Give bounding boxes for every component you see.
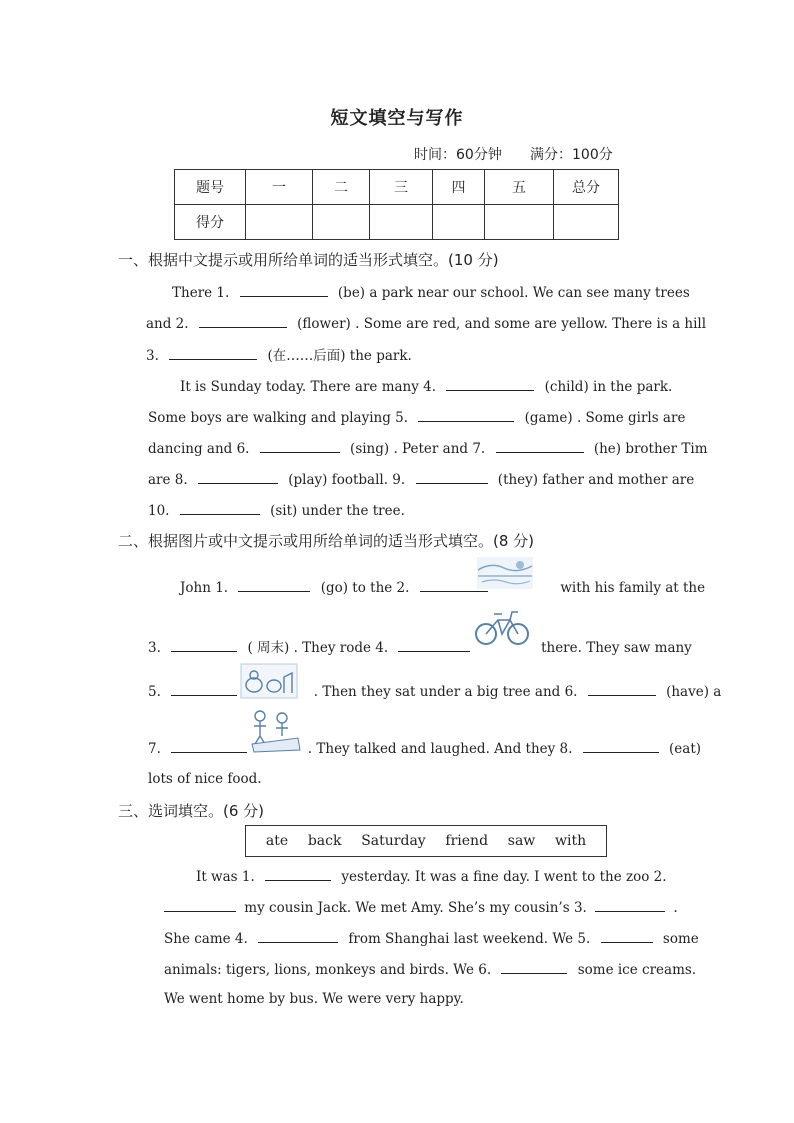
answer-blank[interactable]	[418, 407, 514, 422]
word-bank	[245, 825, 607, 857]
text-segment: with his family at the	[560, 580, 706, 596]
answer-blank[interactable]	[601, 928, 653, 943]
text-segment: 3.	[148, 640, 161, 656]
text-segment: (sing) . Peter and 7.	[350, 441, 486, 457]
text-segment: (game) . Some girls are	[524, 410, 686, 426]
text-segment: It is Sunday today. There are many 4.	[180, 379, 437, 395]
word-bank-item: saw	[507, 833, 536, 849]
score-cell[interactable]	[246, 205, 313, 240]
score-header-cell: 题号	[175, 170, 246, 205]
text-line	[172, 282, 690, 301]
score-header-cell: 二	[313, 170, 370, 205]
word-bank-item: ate	[265, 833, 289, 849]
score-cell[interactable]	[370, 205, 433, 240]
text-line	[148, 407, 685, 426]
text-line	[164, 959, 696, 978]
answer-blank[interactable]	[583, 738, 659, 753]
answer-blank[interactable]	[169, 345, 257, 360]
word-bank-item: friend	[445, 833, 489, 849]
text-segment: yesterday. It was a fine day. I went to the zoo 2.	[341, 869, 667, 885]
answer-blank[interactable]	[260, 438, 340, 453]
animals-picture-icon	[240, 663, 298, 699]
score-header-cell: 总分	[554, 170, 619, 205]
text-line	[148, 681, 721, 700]
text-line	[148, 636, 692, 656]
exam-time: 时间：60分钟	[414, 147, 502, 163]
text-line	[196, 866, 667, 885]
word-bank-item: with	[555, 833, 587, 849]
score-cell[interactable]	[485, 205, 554, 240]
text-segment: (go) to the 2.	[320, 580, 410, 596]
text-segment: 10.	[148, 503, 170, 519]
answer-blank[interactable]	[171, 681, 237, 696]
full-score: 满分：100分	[530, 147, 613, 163]
answer-blank[interactable]	[199, 313, 287, 328]
text-line	[146, 313, 706, 332]
text-line	[164, 928, 699, 947]
answer-blank[interactable]	[501, 959, 567, 974]
answer-blank[interactable]	[238, 577, 310, 592]
text-segment: some	[662, 931, 699, 947]
answer-blank[interactable]	[595, 897, 665, 912]
text-segment: dancing and 6.	[148, 441, 250, 457]
score-cell[interactable]	[554, 205, 619, 240]
text-segment: are 8.	[148, 472, 188, 488]
text-line	[146, 344, 412, 364]
text-segment: and 2.	[146, 316, 189, 332]
text-segment: some ice creams.	[577, 962, 697, 978]
text-segment: from Shanghai last weekend. We 5.	[348, 931, 591, 947]
text-segment: There 1.	[172, 285, 230, 301]
text-segment: (have) a	[666, 684, 722, 700]
text-line	[148, 500, 405, 519]
text-line	[164, 897, 678, 916]
text-segment: . Then they sat under a big tree and 6.	[313, 684, 578, 700]
text-segment: animals: tigers, lions, monkeys and birds. We 6.	[164, 962, 492, 978]
text-line	[180, 577, 705, 596]
text-segment: (eat)	[669, 741, 702, 757]
text-segment: 7.	[148, 741, 161, 757]
score-table	[174, 169, 619, 240]
answer-blank[interactable]	[446, 376, 534, 391]
text-line	[148, 771, 262, 787]
text-segment: my cousin Jack. We met Amy. She’s my cousin’s 3.	[244, 900, 587, 916]
answer-blank[interactable]	[496, 438, 584, 453]
word-bank-item: Saturday	[361, 833, 426, 849]
text-segment: She came 4.	[164, 931, 248, 947]
text-line	[148, 738, 701, 757]
text-line	[148, 469, 694, 488]
text-line	[164, 991, 464, 1007]
text-line	[180, 376, 672, 395]
answer-blank[interactable]	[240, 282, 328, 297]
answer-blank[interactable]	[416, 469, 488, 484]
answer-blank[interactable]	[164, 897, 236, 912]
text-segment: (they) father and mother are	[497, 472, 695, 488]
answer-blank[interactable]	[180, 500, 260, 515]
section-heading: 二、根据图片或中文提示或用所给单词的适当形式填空。(8 分)	[118, 532, 535, 550]
bicycle-picture-icon	[474, 606, 530, 646]
page-title: 短文填空与写作	[330, 108, 464, 129]
answer-blank[interactable]	[198, 469, 278, 484]
answer-blank[interactable]	[171, 637, 237, 652]
text-segment: It was 1.	[196, 869, 255, 885]
text-segment: (sit) under the tree.	[270, 503, 405, 519]
text-segment: 5.	[148, 684, 161, 700]
score-header-cell: 一	[246, 170, 313, 205]
text-segment: . They talked and laughed. And they 8.	[307, 741, 573, 757]
section-heading: 一、根据中文提示或用所给单词的适当形式填空。(10 分)	[118, 251, 499, 269]
text-segment: John 1.	[180, 580, 229, 596]
word-bank-item: back	[307, 833, 342, 849]
text-segment: (在……后面) the park.	[267, 348, 412, 364]
text-line	[148, 438, 708, 457]
text-segment: (play) football. 9.	[288, 472, 406, 488]
text-segment: (flower) . Some are red, and some are yellow. There is a hill	[297, 316, 707, 332]
text-segment: 3.	[146, 348, 159, 364]
text-segment: Some boys are walking and playing 5.	[148, 410, 409, 426]
text-segment: We went home by bus. We were very happy.	[164, 991, 464, 1007]
answer-blank[interactable]	[258, 928, 338, 943]
score-header-cell: 五	[485, 170, 554, 205]
text-segment: lots of nice food.	[148, 771, 262, 787]
picnic-picture-icon	[248, 708, 302, 754]
section-heading: 三、选词填空。(6 分)	[118, 802, 265, 820]
text-segment: (he) brother Tim	[593, 441, 708, 457]
score-cell[interactable]	[433, 205, 485, 240]
score-header-cell: 三	[370, 170, 433, 205]
score-row-label: 得分	[175, 205, 246, 240]
text-segment: (be) a park near our school. We can see many trees	[337, 285, 690, 301]
park-picture-icon	[476, 556, 534, 590]
score-cell[interactable]	[313, 205, 370, 240]
text-segment: .	[673, 900, 678, 916]
answer-blank[interactable]	[265, 866, 331, 881]
text-segment: there. They saw many	[541, 640, 692, 656]
answer-blank[interactable]	[588, 681, 656, 696]
text-segment: ( 周末) . They rode 4.	[247, 640, 389, 656]
text-segment: (child) in the park.	[544, 379, 673, 395]
answer-blank[interactable]	[398, 637, 470, 652]
answer-blank[interactable]	[171, 738, 247, 753]
score-header-cell: 四	[433, 170, 485, 205]
